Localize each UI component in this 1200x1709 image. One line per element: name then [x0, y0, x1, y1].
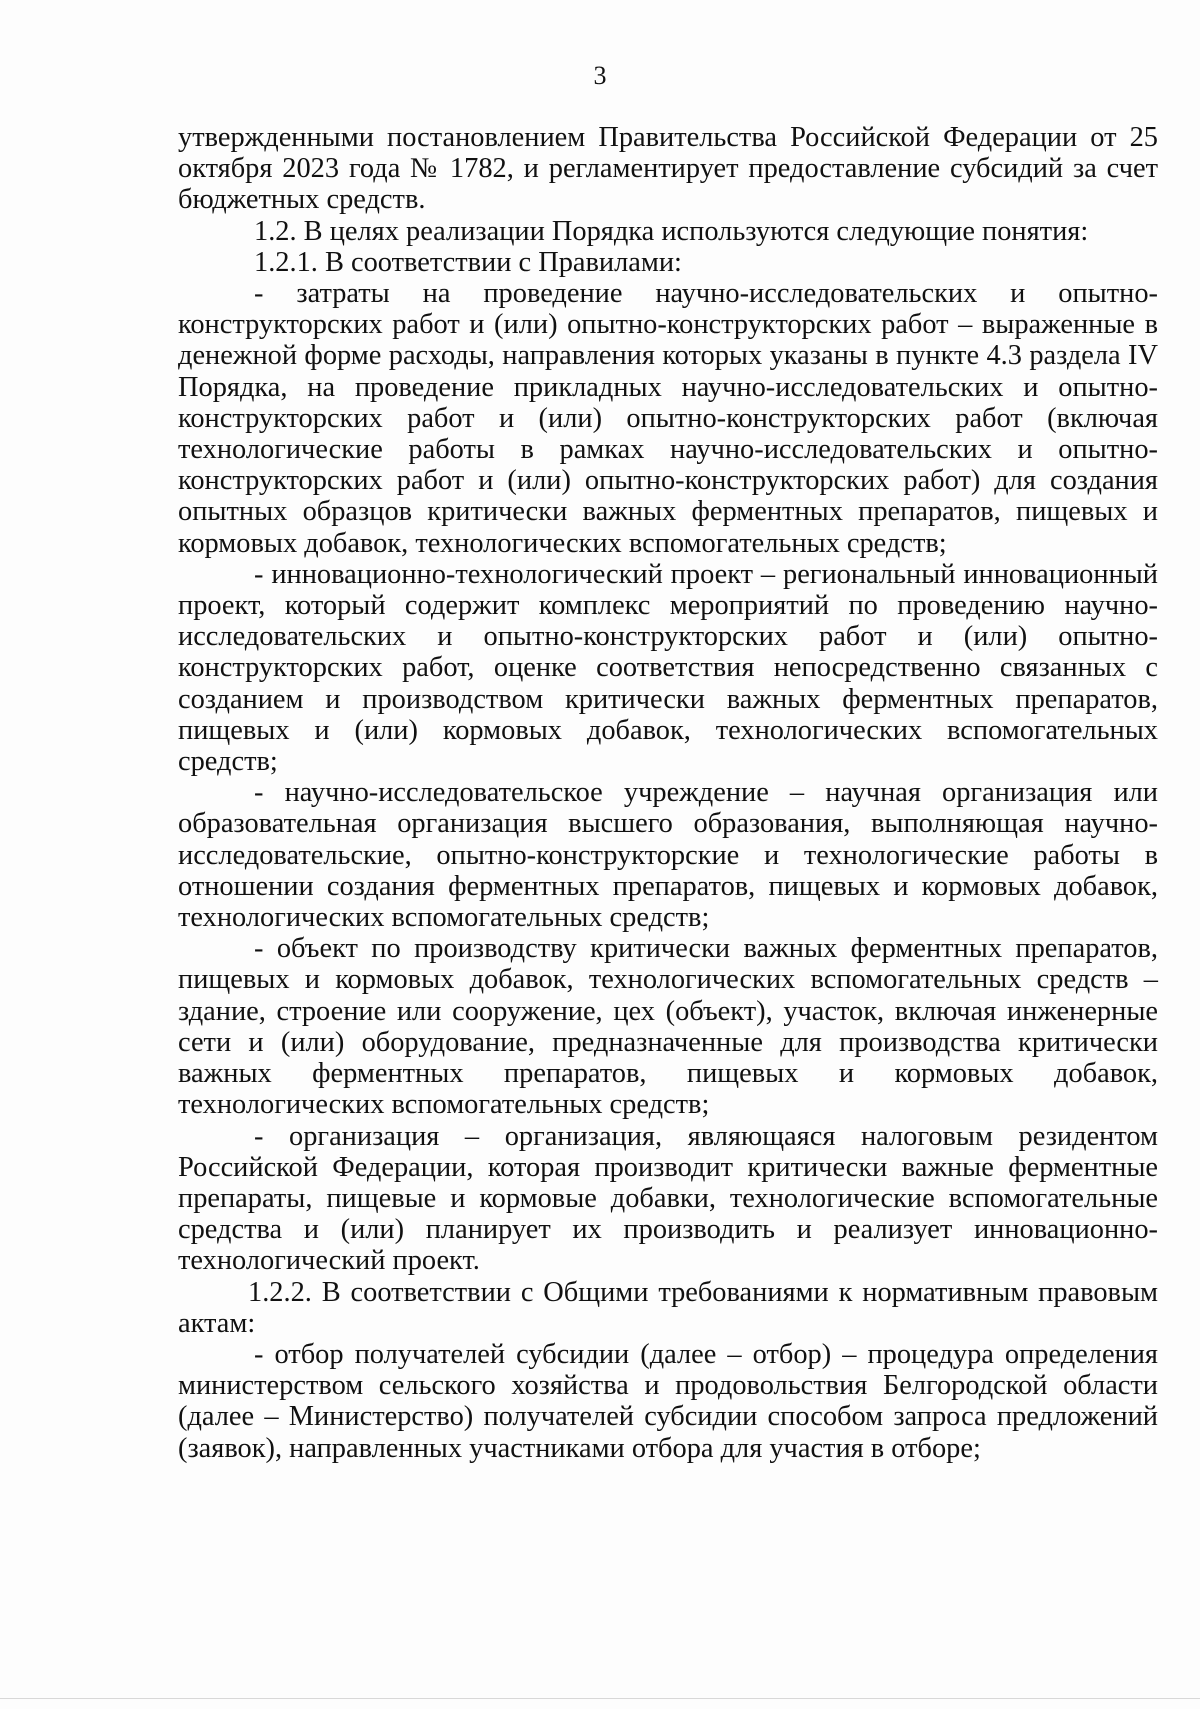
paragraph-section-1-2-2: 1.2.2. В соответствии с Общими требованиями к нормативным правовым актам: [178, 1276, 1158, 1339]
paragraph-continuation: утвержденными постановлением Правительства Российской Федерации от 25 октября 2023 года № 1782, и регламентирует предоставление субсидий за счет бюджетных средств. [178, 122, 1158, 216]
paragraph-section-1-2-1: 1.2.1. В соответствии с Правилами: [254, 246, 682, 278]
paragraph-definition-project: - инновационно-технологический проект – региональный инновационный проект, который содержит комплекс мероприятий по проведению научно-исследовательских и опытно-конструкторских работ и (или) опытно-конструкторских работ, оценке соответствия непосредственно связанных с созданием и производством критически важных ферментных препаратов, пищевых и (или) кормовых добавок, технологических вспомогательных средств; [178, 558, 1158, 778]
paragraph-definition-research-institution: - научно-исследовательское учреждение – научная организация или образовательная организация высшего образования, выполняющая научно-исследовательские, опытно-конструкторские и технологические работы в отношении создания ферментных препаратов, пищевых и кормовых добавок, технологических вспомогательных средств; [178, 777, 1158, 934]
page-number: 3 [593, 61, 607, 90]
paragraph-definition-organization: - организация – организация, являющаяся налоговым резидентом Российской Федерации, которая производит критически важные ферментные препараты, пищевые и кормовые добавки, технологические вспомогательные средства и (или) планирует их производить и реализует инновационно-технологический проект. [178, 1120, 1158, 1277]
document-body [178, 122, 1158, 1464]
paragraph-definition-production-object: - объект по производству критически важных ферментных препаратов, пищевых и кормовых добавок, технологических вспомогательных средств – здание, строение или сооружение, цех (объект), участок, включая инженерные сети и (или) оборудование, предназначенные для производства критически важных ферментных препаратов, пищевых и кормовых добавок, технологических вспомогательных средств; [178, 933, 1158, 1121]
paragraph-definition-selection: - отбор получателей субсидии (далее – отбор) – процедура определения министерством сельского хозяйства и продовольствия Белгородской области (далее – Министерство) получателей субсидии способом запроса предложений (заявок), направленных участниками отбора для участия в отборе; [178, 1338, 1158, 1464]
paragraph-definitions-intro: 1.2. В целях реализации Порядка используются следующие понятия: [254, 215, 1089, 247]
scan-edge-divider [0, 1698, 1200, 1699]
paragraph-definition-costs: - затраты на проведение научно-исследовательских и опытно-конструкторских работ и (или) опытно-конструкторских работ – выраженные в денежной форме расходы, направления которых указаны в пункте 4.3 раздела IV Порядка, на проведение прикладных научно-исследовательских и опытно-конструкторских работ и (или) опытно-конструкторских работ (включая технологические работы в рамках научно-исследовательских и опытно-конструкторских работ и (или) опытно-конструкторских работ) для создания опытных образцов критически важных ферментных препаратов, пищевых и кормовых добавок, технологических вспомогательных средств; [178, 278, 1158, 559]
